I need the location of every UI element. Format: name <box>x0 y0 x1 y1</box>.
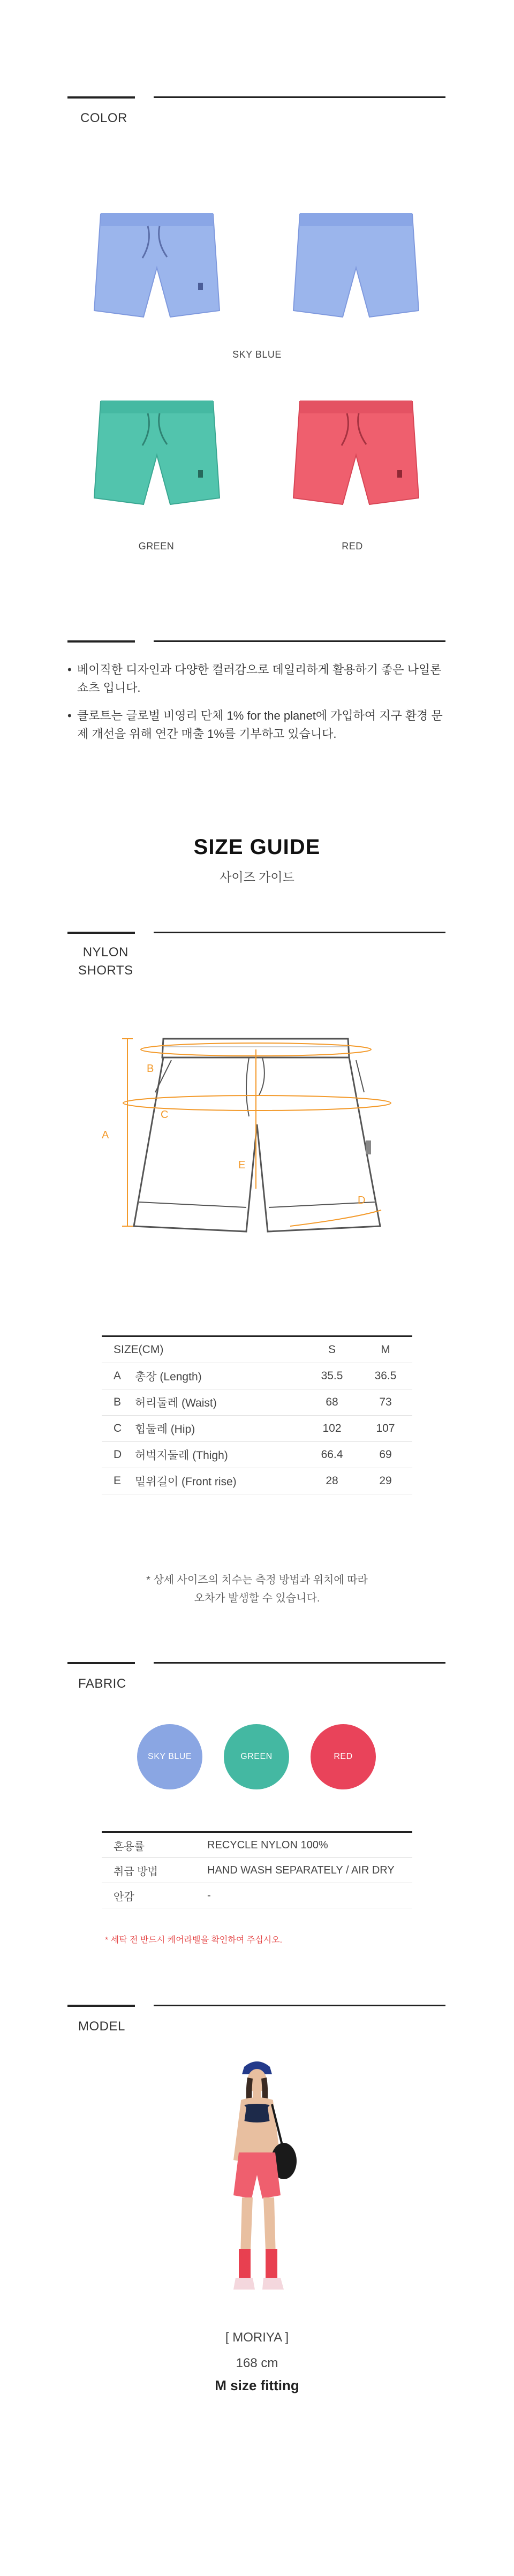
section-bar <box>67 640 135 643</box>
size-diagram <box>91 1028 412 1253</box>
description-list <box>67 661 445 753</box>
table-row <box>102 1468 412 1494</box>
section-bar <box>67 2005 135 2007</box>
section-line <box>154 96 445 98</box>
section-line <box>154 640 445 642</box>
fabric-swatch-sky-blue: SKY BLUE <box>137 1724 202 1789</box>
model-height: 168 cm <box>236 2356 278 2370</box>
model-fit: M size fitting <box>215 2377 299 2393</box>
description-divider <box>67 640 445 643</box>
size-table-header <box>102 1336 412 1363</box>
size-s-value: 102 <box>322 1422 342 1434</box>
size-s-value: 35.5 <box>321 1370 343 1382</box>
shorts-sky-blue-back <box>278 203 434 332</box>
table-row <box>102 1389 412 1416</box>
shorts-red <box>278 391 434 519</box>
fabric-value: RECYCLE NYLON 100% <box>207 1839 328 1851</box>
table-row <box>102 1363 412 1389</box>
section-bar <box>67 96 135 99</box>
size-note <box>0 1571 514 1607</box>
section-title-line: SHORTS <box>78 963 133 978</box>
section-line <box>154 2005 445 2006</box>
fabric-section-header <box>67 1662 445 1694</box>
size-key: D <box>114 1448 122 1461</box>
shorts-green <box>79 391 235 519</box>
section-title-line: NYLON <box>82 945 128 960</box>
fabric-value: HAND WASH SEPARATELY / AIR DRY <box>207 1864 395 1876</box>
shorts-sky-blue-front <box>79 203 235 332</box>
size-m-value: 29 <box>379 1475 392 1487</box>
section-title-fabric: FABRIC <box>78 1676 126 1691</box>
size-s-value: 68 <box>326 1396 338 1408</box>
color-name-sky-blue: SKY BLUE <box>232 349 282 360</box>
size-key: C <box>114 1422 122 1434</box>
size-note-line: * 상세 사이즈의 치수는 측정 방법과 위치에 따라 <box>146 1574 368 1586</box>
diagram-label-e: E <box>238 1159 246 1171</box>
size-guide-title: SIZE GUIDE <box>193 835 321 859</box>
fabric-key: 혼용률 <box>114 1840 145 1853</box>
size-name: 총장 (Length) <box>135 1371 202 1383</box>
size-table <box>102 1335 412 1494</box>
size-name: 허리둘레 (Waist) <box>135 1397 217 1409</box>
care-label-warning: * 세탁 전 반드시 케어라벨을 확인하여 주십시오. <box>105 1936 283 1945</box>
size-name: 허벅지둘레 (Thigh) <box>135 1449 228 1462</box>
size-key: E <box>114 1475 122 1487</box>
table-row <box>102 1883 412 1908</box>
section-bar <box>67 932 135 934</box>
color-name-red: RED <box>342 541 363 552</box>
table-row <box>102 1832 412 1858</box>
size-s-value: 28 <box>326 1475 338 1487</box>
size-header-m: M <box>381 1343 390 1356</box>
section-line <box>154 1662 445 1664</box>
section-bar <box>67 1662 135 1664</box>
nylon-shorts-section-header <box>67 932 445 985</box>
color-section-header <box>67 96 445 129</box>
color-name-green: GREEN <box>138 541 175 552</box>
model-section-header <box>67 2005 445 2037</box>
size-m-value: 69 <box>379 1448 392 1461</box>
size-name: 밑위길이 (Front rise) <box>135 1476 237 1488</box>
size-key: B <box>114 1396 122 1408</box>
model-photo <box>203 2056 311 2313</box>
fabric-key: 취급 방법 <box>114 1865 158 1878</box>
size-key: A <box>114 1370 122 1382</box>
size-guide-subtitle: 사이즈 가이드 <box>220 870 294 884</box>
diagram-label-c: C <box>161 1109 169 1121</box>
diagram-label-a: A <box>102 1129 109 1141</box>
diagram-label-b: B <box>147 1063 154 1075</box>
size-note-line: 오차가 발생할 수 있습니다. <box>194 1592 320 1604</box>
fabric-swatch-green: GREEN <box>224 1724 289 1789</box>
size-m-value: 73 <box>379 1396 392 1408</box>
fabric-key: 안감 <box>114 1891 134 1903</box>
table-row <box>102 1416 412 1442</box>
description-item: • 베이직한 디자인과 다양한 컬러감으로 데일리하게 활용하기 좋은 나일론 쇼츠 입니다. <box>67 661 445 697</box>
description-item: • 클로트는 글로벌 비영리 단체 1% for the planet에 가입하여 지구 환경 문제 개선을 위해 연간 매출 1%를 기부하고 있습니다. <box>67 707 445 743</box>
section-line <box>154 932 445 933</box>
section-title-nylon-shorts <box>78 943 133 980</box>
section-title-color: COLOR <box>80 111 127 125</box>
diagram-label-d: D <box>358 1195 366 1206</box>
fabric-table <box>102 1831 412 1908</box>
size-header-label: SIZE(CM) <box>114 1343 164 1356</box>
size-header-s: S <box>328 1343 336 1356</box>
size-name: 힙둘레 (Hip) <box>135 1423 195 1436</box>
size-m-value: 36.5 <box>374 1370 397 1382</box>
size-m-value: 107 <box>376 1422 395 1434</box>
model-name: [ MORIYA ] <box>225 2330 289 2345</box>
fabric-value: - <box>207 1889 211 1901</box>
table-row <box>102 1858 412 1883</box>
fabric-swatch-red: RED <box>311 1724 376 1789</box>
section-title-model: MODEL <box>78 2019 125 2034</box>
size-s-value: 66.4 <box>321 1448 343 1461</box>
table-row <box>102 1442 412 1468</box>
